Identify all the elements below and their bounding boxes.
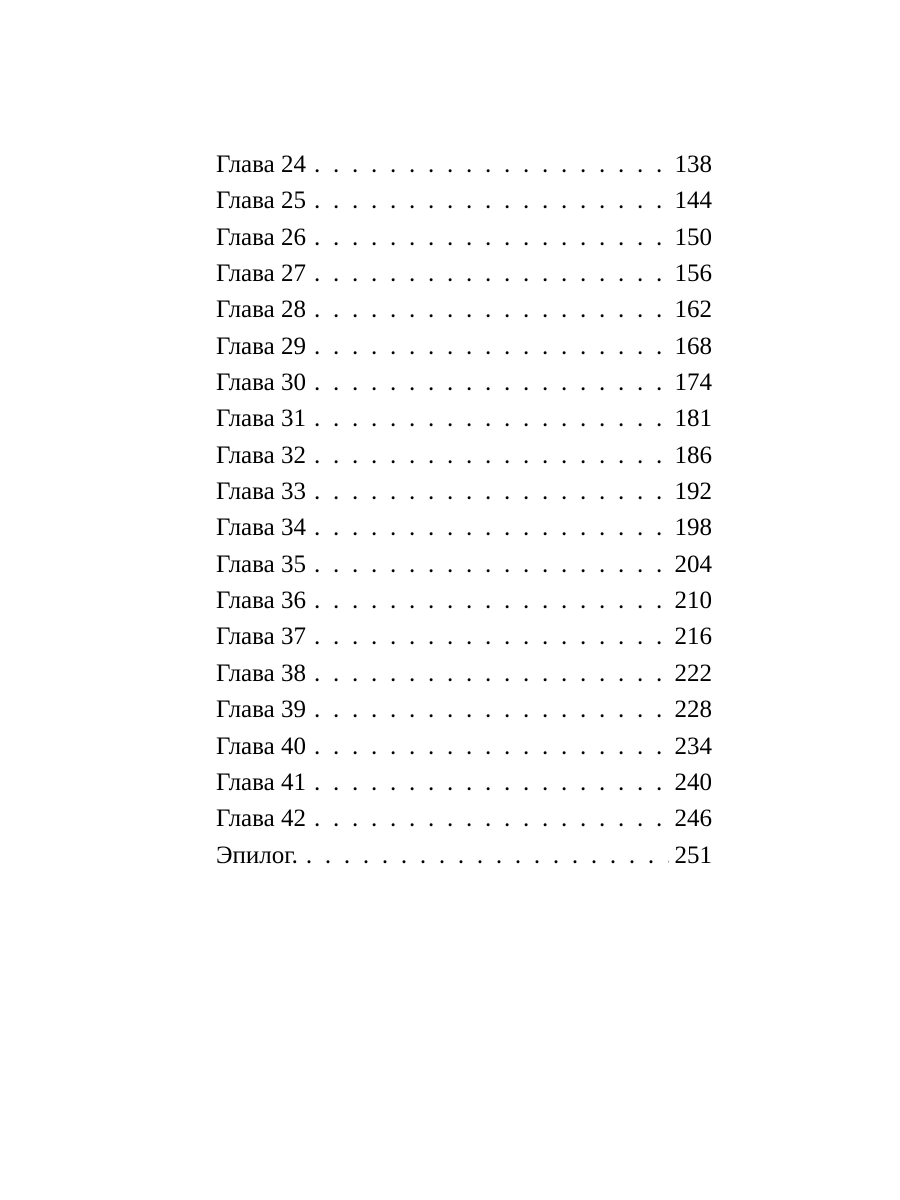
toc-entry-page-number: 216 xyxy=(674,623,712,651)
toc-entry-page-number: 240 xyxy=(674,768,712,796)
toc-entry-page-number: 138 xyxy=(674,151,712,178)
dot-leader xyxy=(314,147,669,183)
toc-entry xyxy=(216,547,712,583)
table-of-contents xyxy=(216,147,712,874)
dot-leader xyxy=(314,329,669,365)
toc-entry xyxy=(216,729,712,765)
dot-leader xyxy=(314,547,669,583)
toc-entry xyxy=(216,256,712,292)
toc-entry xyxy=(216,765,712,801)
toc-entry xyxy=(216,292,712,328)
toc-entry-page-number: 210 xyxy=(674,587,712,615)
toc-entry-page-number: 234 xyxy=(674,732,712,760)
dot-leader xyxy=(314,256,669,292)
toc-entry xyxy=(216,474,712,510)
toc-entry xyxy=(216,692,712,728)
toc-entry xyxy=(216,656,712,692)
dot-leader xyxy=(306,838,669,874)
toc-entry-title: Глава 31 xyxy=(216,405,306,433)
dot-leader xyxy=(314,619,669,655)
toc-entry-title: Глава 26 xyxy=(216,223,306,251)
toc-entry-page-number: 251 xyxy=(674,841,712,869)
toc-entry-page-number: 204 xyxy=(674,550,712,578)
dot-leader xyxy=(314,801,669,837)
toc-entry-title: Глава 29 xyxy=(216,332,306,360)
toc-entry-title: Глава 37 xyxy=(216,623,306,651)
toc-entry-page-number: 144 xyxy=(674,187,712,215)
toc-entry xyxy=(216,365,712,401)
toc-entry xyxy=(216,401,712,437)
toc-entry-title: Глава 24 xyxy=(216,151,306,178)
toc-entry-title: Глава 32 xyxy=(216,441,306,469)
toc-entry xyxy=(216,619,712,655)
toc-entry xyxy=(216,183,712,219)
dot-leader xyxy=(314,474,669,510)
toc-entry-title: Глава 30 xyxy=(216,369,306,397)
dot-leader xyxy=(314,401,669,437)
toc-entry-title: Глава 38 xyxy=(216,659,306,687)
toc-entry xyxy=(216,220,712,256)
toc-entry-page-number: 181 xyxy=(674,405,712,433)
dot-leader xyxy=(314,729,669,765)
toc-entry xyxy=(216,147,712,183)
toc-entry-page-number: 246 xyxy=(674,805,712,833)
toc-entry-title: Эпилог. xyxy=(216,841,298,869)
dot-leader xyxy=(314,765,669,801)
dot-leader xyxy=(314,583,669,619)
toc-entry-page-number: 198 xyxy=(674,514,712,542)
toc-entry-page-number: 156 xyxy=(674,260,712,288)
toc-entry xyxy=(216,801,712,837)
toc-entry-page-number: 174 xyxy=(674,369,712,397)
dot-leader xyxy=(314,220,669,256)
toc-entry-page-number: 168 xyxy=(674,332,712,360)
toc-entry-page-number: 228 xyxy=(674,696,712,724)
toc-entry-title: Глава 28 xyxy=(216,296,306,324)
toc-entry-title: Глава 42 xyxy=(216,805,306,833)
toc-entry xyxy=(216,838,712,874)
toc-entry-page-number: 150 xyxy=(674,223,712,251)
toc-entry-page-number: 162 xyxy=(674,296,712,324)
toc-entry xyxy=(216,510,712,546)
toc-entry-title: Глава 33 xyxy=(216,478,306,506)
toc-entry-page-number: 222 xyxy=(674,659,712,687)
toc-entry-title: Глава 41 xyxy=(216,768,306,796)
toc-entry xyxy=(216,438,712,474)
toc-entry-title: Глава 36 xyxy=(216,587,306,615)
dot-leader xyxy=(314,365,669,401)
dot-leader xyxy=(314,510,669,546)
toc-entry-title: Глава 27 xyxy=(216,260,306,288)
toc-entry-title: Глава 39 xyxy=(216,696,306,724)
dot-leader xyxy=(314,656,669,692)
toc-entry-title: Глава 40 xyxy=(216,732,306,760)
toc-entry-page-number: 192 xyxy=(674,478,712,506)
dot-leader xyxy=(314,183,669,219)
toc-entry-title: Глава 35 xyxy=(216,550,306,578)
toc-entry xyxy=(216,329,712,365)
toc-entry-title: Глава 25 xyxy=(216,187,306,215)
toc-entry-title: Глава 34 xyxy=(216,514,306,542)
dot-leader xyxy=(314,292,669,328)
dot-leader xyxy=(314,692,669,728)
toc-entry-page-number: 186 xyxy=(674,441,712,469)
toc-entry xyxy=(216,583,712,619)
dot-leader xyxy=(314,438,669,474)
